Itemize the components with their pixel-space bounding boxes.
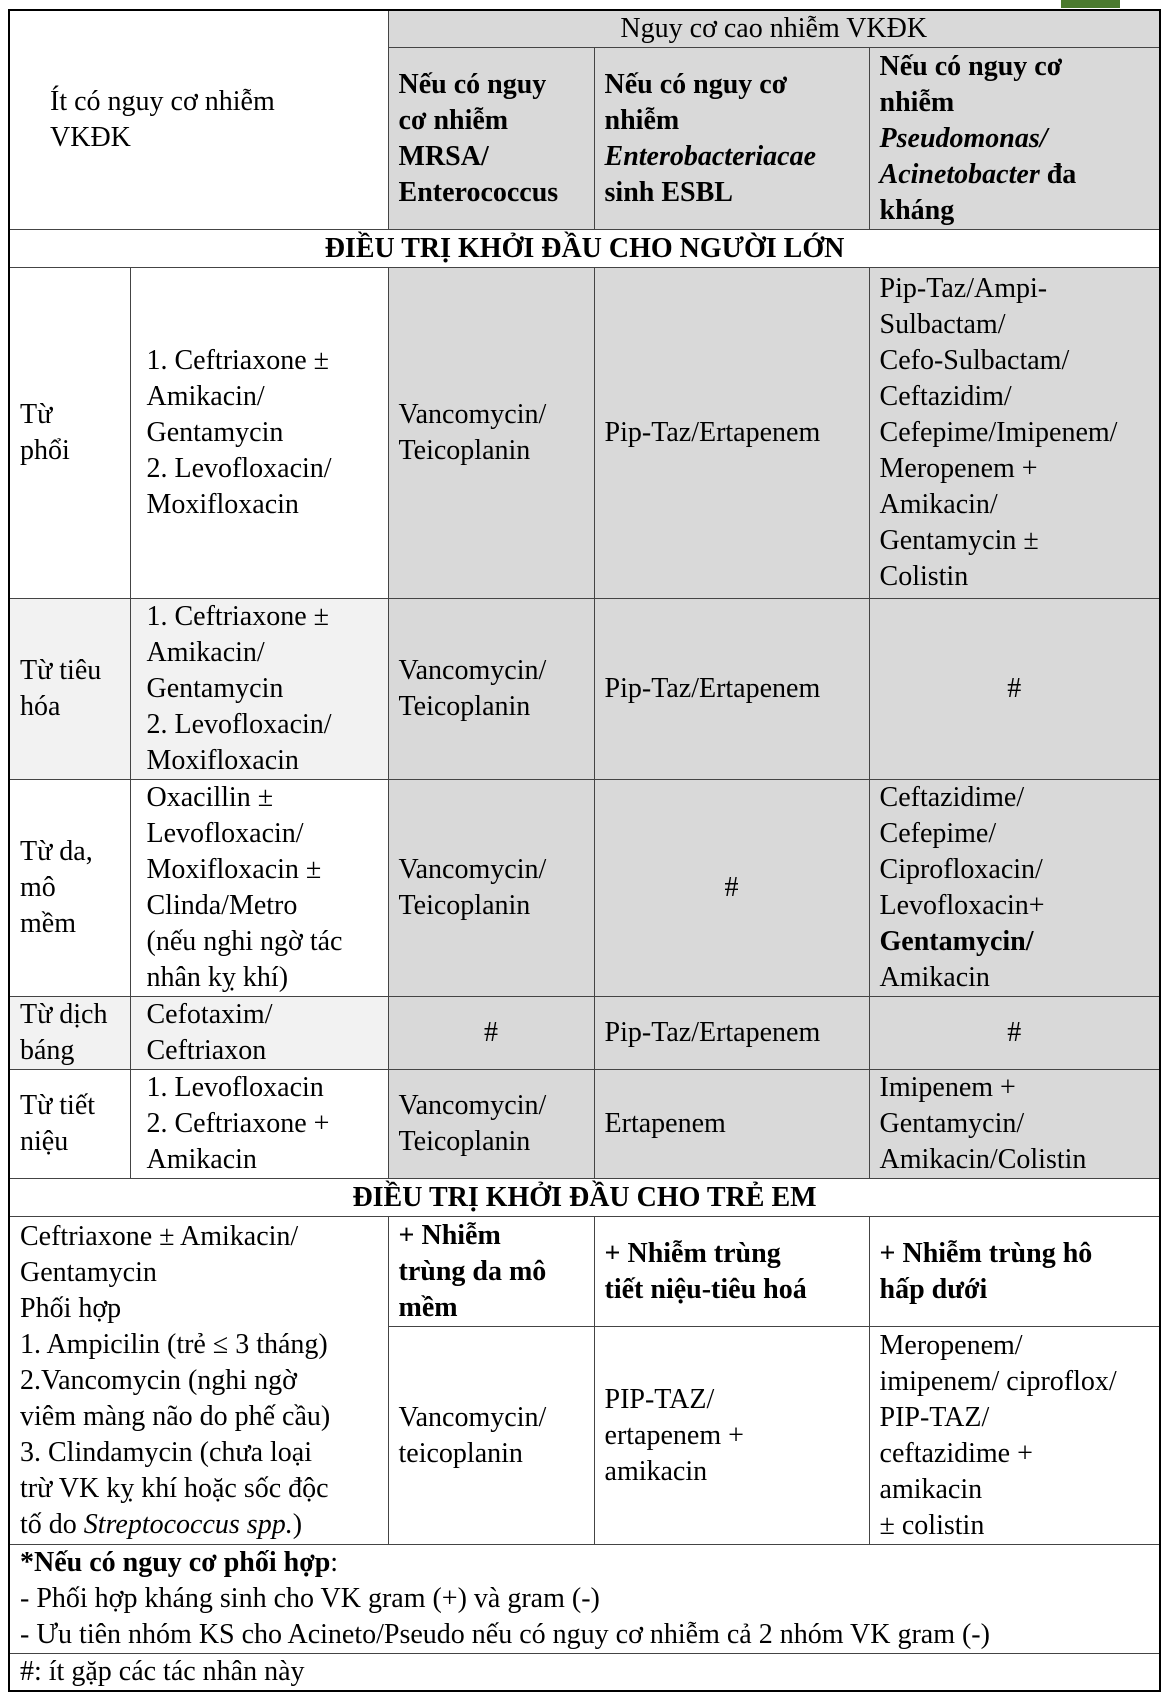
pseudomonas-regimen bbox=[869, 997, 1160, 1070]
cell-line: Teicoplanin bbox=[398, 1126, 531, 1157]
cell-line: Amikacin bbox=[146, 1144, 257, 1175]
text-segment: Pseudomonas/ bbox=[879, 122, 1048, 154]
cell-line: + Nhiễm trùng bbox=[604, 1237, 781, 1269]
esbl-regimen bbox=[594, 268, 869, 599]
cell-line: Từ bbox=[20, 399, 53, 430]
cell-line: amikacin bbox=[604, 1455, 708, 1487]
cell-line: mô bbox=[20, 872, 56, 903]
cell-line: Pip-Taz/Ertapenem bbox=[604, 417, 821, 448]
child-section-title bbox=[9, 1179, 1160, 1217]
cell-line: + Nhiễm bbox=[398, 1219, 501, 1251]
table-row bbox=[9, 599, 1160, 780]
cell-line: 2. Ceftriaxone + bbox=[146, 1108, 330, 1139]
text-segment: tố do bbox=[20, 1508, 84, 1540]
cell-line: hóa bbox=[20, 691, 61, 722]
cell-line: - Phối hợp kháng sinh cho VK gram (+) và gram (-) bbox=[20, 1583, 600, 1614]
mrsa-regimen bbox=[388, 599, 594, 780]
cell-line: 3. Clindamycin (chưa loại bbox=[20, 1436, 312, 1468]
cell-line: Meropenem + bbox=[879, 453, 1038, 484]
cell-line: trùng da mô bbox=[398, 1255, 547, 1287]
antibiotic-treatment-table bbox=[8, 9, 1161, 1692]
text-segment: *Nếu có nguy cơ phối hợp bbox=[20, 1547, 331, 1578]
cell-line: Sulbactam/ bbox=[879, 309, 1006, 340]
cell-line: Pip-Taz/Ampi- bbox=[879, 273, 1048, 304]
cell-line: Amikacin/ bbox=[879, 489, 998, 520]
table-row bbox=[9, 997, 1160, 1070]
text-segment: ) bbox=[292, 1508, 303, 1540]
cell-line: Ceftazidime/ bbox=[879, 782, 1025, 813]
cell-line bbox=[20, 1507, 378, 1543]
header-mrsa bbox=[388, 48, 594, 230]
text-segment: Gentamycin/ bbox=[879, 926, 1034, 957]
infection-source bbox=[9, 997, 130, 1070]
cell-line: trừ VK kỵ khí hoặc sốc độc bbox=[20, 1472, 329, 1504]
cell-line: Moxifloxacin bbox=[146, 489, 299, 520]
footnote bbox=[9, 1654, 1160, 1692]
child-urinary-gi-regimen bbox=[594, 1327, 869, 1545]
low-risk-regimen bbox=[130, 997, 388, 1070]
cell-line: 2.Vancomycin (nghi ngờ bbox=[20, 1364, 297, 1396]
cell-line: # bbox=[1007, 673, 1022, 704]
cell-line: 1. Levofloxacin bbox=[146, 1072, 324, 1103]
cell-line: Cefo-Sulbactam/ bbox=[879, 345, 1070, 376]
pseudomonas-regimen bbox=[869, 780, 1160, 997]
pseudomonas-regimen bbox=[869, 268, 1160, 599]
cell-line: ± colistin bbox=[879, 1509, 985, 1541]
cell-line: nhân kỵ khí) bbox=[146, 962, 289, 993]
header-pseudomonas bbox=[869, 48, 1160, 230]
table-row bbox=[9, 780, 1160, 997]
child-respiratory-regimen bbox=[869, 1327, 1160, 1545]
esbl-regimen bbox=[594, 1070, 869, 1179]
cell-line: viêm màng não do phế cầu) bbox=[20, 1400, 331, 1432]
cell-line: Gentamycin bbox=[20, 1256, 157, 1288]
cell-line: tiết niệu-tiêu hoá bbox=[604, 1273, 807, 1305]
cell-line: #: ít gặp các tác nhân này bbox=[20, 1656, 305, 1687]
cell-line: Vancomycin/ bbox=[398, 399, 547, 430]
mrsa-regimen bbox=[388, 780, 594, 997]
infection-source bbox=[9, 599, 130, 780]
esbl-regimen bbox=[594, 997, 869, 1070]
cell-line: Phối hợp bbox=[20, 1292, 122, 1324]
cell-line: Levofloxacin+ bbox=[879, 890, 1045, 921]
low-risk-regimen bbox=[130, 1070, 388, 1179]
text-segment: đa bbox=[1039, 158, 1077, 190]
cell-line: # bbox=[1007, 1017, 1022, 1048]
cell-line: Teicoplanin bbox=[398, 435, 531, 466]
child-header-skin bbox=[388, 1217, 594, 1327]
cell-line: Từ tiêu bbox=[20, 655, 102, 686]
cell-line: (nếu nghi ngờ tác bbox=[146, 926, 343, 957]
cell-line: Moxifloxacin ± bbox=[146, 854, 322, 885]
cell-line: Nếu có nguy cơ bbox=[604, 68, 788, 100]
cell-line: 1. Ceftriaxone ± bbox=[146, 601, 330, 632]
cell-line: Cefepime/Imipenem/ bbox=[879, 417, 1118, 448]
cell-line: mềm bbox=[398, 1291, 458, 1323]
cell-line: nhiễm bbox=[604, 104, 680, 136]
adult-section-title bbox=[9, 230, 1160, 268]
infection-source bbox=[9, 268, 130, 599]
cell-line: Ceftazidim/ bbox=[879, 381, 1012, 412]
cell-line: imipenem/ ciproflox/ bbox=[879, 1365, 1117, 1397]
text-segment: : bbox=[330, 1547, 339, 1578]
cell-line: phổi bbox=[20, 435, 70, 466]
cell-line: Cefepime/ bbox=[879, 818, 997, 849]
cell-line: Pip-Taz/Ertapenem bbox=[604, 1017, 821, 1048]
child-skin-regimen bbox=[388, 1327, 594, 1545]
cell-line: Gentamycin bbox=[146, 673, 284, 704]
low-risk-regimen bbox=[130, 268, 388, 599]
cell-line: Gentamycin bbox=[146, 417, 284, 448]
header-low-risk bbox=[9, 10, 388, 230]
cell-line: VKĐK bbox=[50, 122, 131, 153]
cell-line bbox=[880, 924, 1150, 960]
cell-line: hấp dưới bbox=[879, 1273, 988, 1305]
cell-line: 2. Levofloxacin/ bbox=[146, 453, 332, 484]
cell-line: Imipenem + bbox=[879, 1072, 1016, 1103]
cell-line: cơ nhiễm bbox=[398, 104, 509, 136]
combined-risk-notes bbox=[9, 1545, 1160, 1654]
cell-line: Enterococcus bbox=[398, 176, 559, 208]
cell-line: 1. Ceftriaxone ± bbox=[146, 345, 330, 376]
cell-line: + Nhiễm trùng hô bbox=[879, 1237, 1093, 1269]
mrsa-regimen bbox=[388, 1070, 594, 1179]
cell-line: sinh ESBL bbox=[604, 176, 733, 208]
low-risk-regimen bbox=[130, 780, 388, 997]
mrsa-regimen bbox=[388, 997, 594, 1070]
cell-line bbox=[880, 157, 1150, 193]
cell-line: Levofloxacin/ bbox=[146, 818, 304, 849]
cell-line: kháng bbox=[879, 194, 955, 226]
cell-line: 1. Ampicilin (trẻ ≤ 3 tháng) bbox=[20, 1328, 328, 1360]
low-risk-regimen bbox=[130, 599, 388, 780]
cell-line: Vancomycin/ bbox=[398, 854, 547, 885]
header-high-risk bbox=[388, 10, 1160, 48]
cell-line: # bbox=[484, 1017, 499, 1048]
cell-line: Ceftriaxon bbox=[146, 1035, 267, 1066]
cell-line bbox=[20, 1545, 1149, 1581]
cell-line: nhiễm bbox=[879, 86, 955, 118]
cell-line: Vancomycin/ bbox=[398, 655, 547, 686]
cell-line: Vancomycin/ bbox=[398, 1090, 547, 1121]
cell-line: # bbox=[724, 872, 739, 903]
cell-line: teicoplanin bbox=[398, 1437, 523, 1469]
cell-line: Amikacin/ bbox=[146, 637, 265, 668]
cell-line: Nếu có nguy bbox=[398, 68, 547, 100]
cell-line: Nguy cơ cao nhiễm VKĐK bbox=[620, 13, 928, 44]
cell-line: - Ưu tiên nhóm KS cho Acineto/Pseudo nếu có nguy cơ nhiễm cả 2 nhóm VK gram (-) bbox=[20, 1619, 990, 1650]
cell-line: ceftazidime + bbox=[879, 1437, 1033, 1469]
esbl-regimen bbox=[594, 780, 869, 997]
cell-line: mềm bbox=[20, 908, 76, 939]
cell-line: ĐIỀU TRỊ KHỞI ĐẦU CHO NGƯỜI LỚN bbox=[324, 232, 845, 264]
cell-line: Teicoplanin bbox=[398, 691, 531, 722]
cell-line: Ciprofloxacin/ bbox=[879, 854, 1043, 885]
mrsa-regimen bbox=[388, 268, 594, 599]
cell-line: Vancomycin/ bbox=[398, 1401, 547, 1433]
infection-source bbox=[9, 780, 130, 997]
cell-line bbox=[880, 121, 1150, 157]
cell-line: ertapenem + bbox=[604, 1419, 744, 1451]
text-segment: Streptococcus spp. bbox=[83, 1508, 293, 1540]
cell-line: Oxacillin ± bbox=[146, 782, 274, 813]
cell-line: PIP-TAZ/ bbox=[604, 1383, 715, 1415]
cell-line: Teicoplanin bbox=[398, 890, 531, 921]
cell-line: Amikacin/Colistin bbox=[879, 1144, 1087, 1175]
header-esbl bbox=[594, 48, 869, 230]
cell-line: Pip-Taz/Ertapenem bbox=[604, 673, 821, 704]
cell-line: Cefotaxim/ bbox=[146, 999, 273, 1030]
text-segment: Acinetobacter bbox=[879, 158, 1040, 190]
cell-line: ĐIỀU TRỊ KHỞI ĐẦU CHO TRẺ EM bbox=[352, 1181, 817, 1213]
cell-line: Gentamycin/ bbox=[879, 1108, 1025, 1139]
cell-line: niệu bbox=[20, 1126, 69, 1157]
child-header-respiratory bbox=[869, 1217, 1160, 1327]
cell-line: Từ da, bbox=[20, 836, 93, 867]
cell-line: Nếu có nguy cơ bbox=[879, 50, 1063, 82]
green-corner-tab bbox=[1061, 0, 1120, 8]
cell-line: amikacin bbox=[879, 1473, 983, 1505]
child-base-regimen bbox=[9, 1217, 388, 1545]
cell-line: Từ dịch bbox=[20, 999, 108, 1030]
infection-source bbox=[9, 1070, 130, 1179]
cell-line: Amikacin bbox=[879, 962, 990, 993]
pseudomonas-regimen bbox=[869, 599, 1160, 780]
esbl-regimen bbox=[594, 599, 869, 780]
cell-line bbox=[605, 139, 859, 175]
table-row bbox=[9, 268, 1160, 599]
cell-line: Clinda/Metro bbox=[146, 890, 298, 921]
cell-line: Moxifloxacin bbox=[146, 745, 299, 776]
cell-line: Ertapenem bbox=[604, 1108, 726, 1139]
cell-line: PIP-TAZ/ bbox=[879, 1401, 990, 1433]
child-header-urinary-gi bbox=[594, 1217, 869, 1327]
cell-line: 2. Levofloxacin/ bbox=[146, 709, 332, 740]
cell-line: MRSA/ bbox=[398, 140, 489, 172]
cell-line: Meropenem/ bbox=[879, 1329, 1023, 1361]
cell-line: Ceftriaxone ± Amikacin/ bbox=[20, 1220, 299, 1252]
cell-line: báng bbox=[20, 1035, 75, 1066]
text-segment: Enterobacteriacae bbox=[604, 140, 817, 172]
cell-line: Colistin bbox=[879, 561, 969, 592]
table-row bbox=[9, 1070, 1160, 1179]
cell-line: Ít có nguy cơ nhiễm bbox=[50, 86, 275, 117]
cell-line: Từ tiết bbox=[20, 1090, 96, 1121]
pseudomonas-regimen bbox=[869, 1070, 1160, 1179]
cell-line: Amikacin/ bbox=[146, 381, 265, 412]
cell-line: Gentamycin ± bbox=[879, 525, 1039, 556]
